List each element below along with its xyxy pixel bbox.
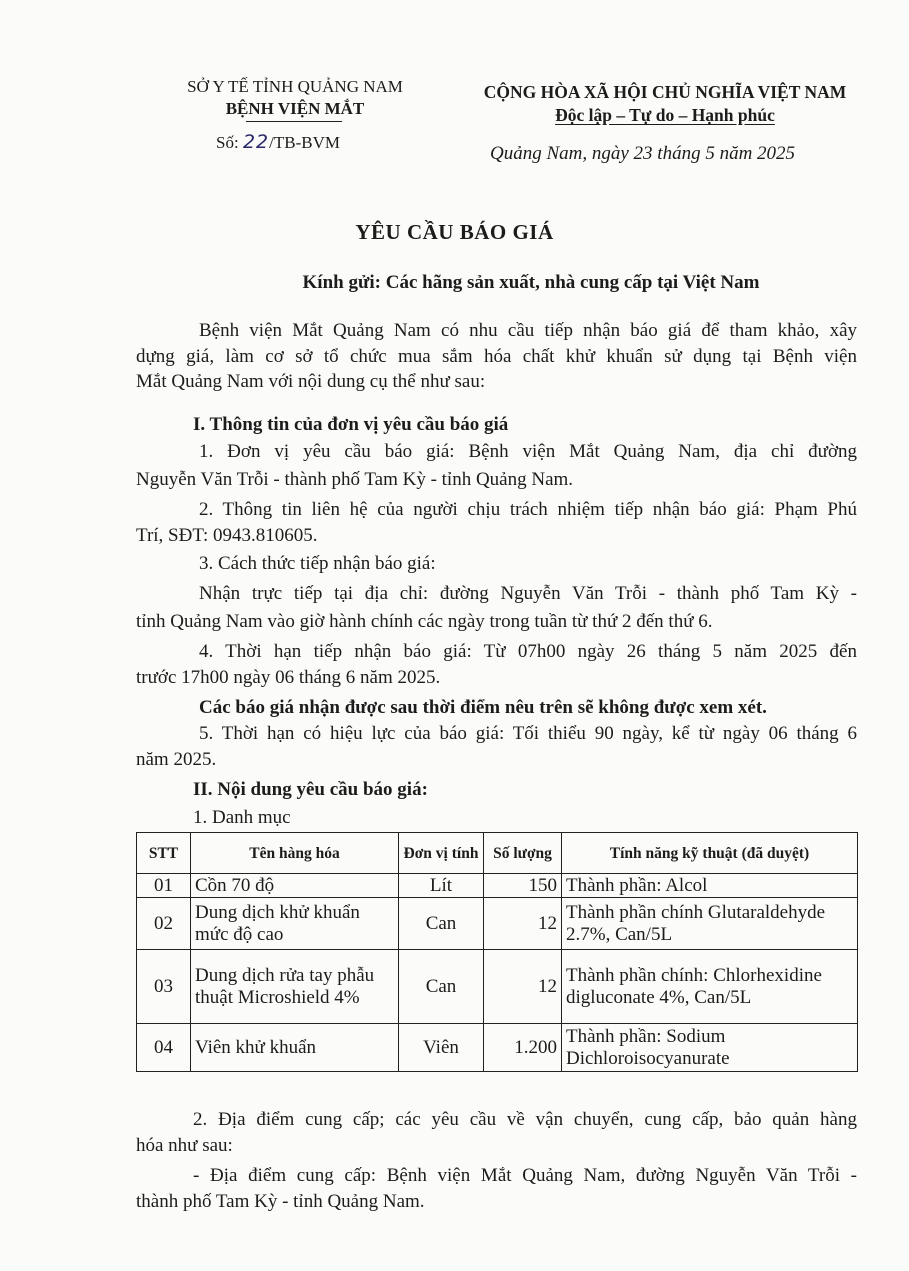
row-stt: 01 [137,874,191,898]
row-qty: 12 [484,950,562,1024]
col-name: Tên hàng hóa [191,833,399,874]
intro-line-1: Bệnh viện Mắt Quảng Nam có nhu cầu tiếp nhận báo giá để tham khảo, xây [199,320,857,341]
number-label: Số: [216,133,239,152]
s1-line-6: Nhận trực tiếp tại địa chỉ: đường Nguyễn Văn Trỗi - thành phố Tam Kỳ - [199,583,857,604]
header-country: CỘNG HÒA XÃ HỘI CHỦ NGHĨA VIỆT NAM [483,82,847,102]
table-row [137,950,858,1024]
document-title: YÊU CẦU BÁO GIÁ [355,220,554,244]
intro-line-2: dựng giá, làm cơ sở tổ chức mua sắm hóa chất khử khuẩn sử dụng tại Bệnh viện [136,346,857,367]
row-name: Viên khử khuẩn [191,1024,399,1072]
col-qty: Số lượng [484,833,562,874]
row-name: Dung dịch khử khuẩn mức độ cao [191,898,399,950]
row-unit: Lít [399,874,484,898]
items-table [136,832,858,1072]
row-stt: 04 [137,1024,191,1072]
header-unit: BỆNH VIỆN MẮT [225,99,365,118]
s1-line-5b: năm 2025. [136,749,217,770]
table-row [137,874,858,898]
document-number [216,131,340,153]
s1-line-2: Nguyễn Văn Trỗi - thành phố Tam Kỳ - tỉnh Quảng Nam. [136,469,574,490]
greeting: Kính gửi: Các hãng sản xuất, nhà cung cấp tại Việt Nam [302,272,760,293]
header-agency: SỞ Y TẾ TỈNH QUẢNG NAM [187,77,403,96]
row-stt: 03 [137,950,191,1024]
s2-line-2: hóa như sau: [136,1135,233,1156]
row-qty: 150 [484,874,562,898]
header-unit-underline [246,121,342,122]
table-row [137,1024,858,1072]
s1-line-4: Trí, SĐT: 0943.810605. [136,525,318,546]
row-unit: Can [399,950,484,1024]
section-1-heading: I. Thông tin của đơn vị yêu cầu báo giá [193,414,509,435]
s1-line-5a: 5. Thời hạn có hiệu lực của báo giá: Tối thiểu 90 ngày, kể từ ngày 06 tháng 6 [199,723,857,744]
row-name: Dung dịch rửa tay phẫu thuật Microshield 4% [191,950,399,1024]
col-unit: Đơn vị tính [399,833,484,874]
s1-line-1: 1. Đơn vị yêu cầu báo giá: Bệnh viện Mắt Quảng Nam, địa chỉ đường [199,441,857,462]
table-row [137,898,858,950]
s1-line-8: 4. Thời hạn tiếp nhận báo giá: Từ 07h00 ngày 26 tháng 5 năm 2025 đến [199,641,857,662]
header-motto: Độc lập – Tự do – Hạnh phúc [555,105,775,125]
intro-line-3: Mắt Quảng Nam với nội dung cụ thể như sau: [136,371,486,392]
row-unit: Viên [399,1024,484,1072]
row-spec: Thành phần chính Glutaraldehyde 2.7%, Can/5L [562,898,858,950]
number-value: 22 [242,131,270,153]
s1-line-7: tỉnh Quảng Nam vào giờ hành chính các ngày trong tuần từ thứ 2 đến thứ 6. [136,611,713,632]
place-date: Quảng Nam, ngày 23 tháng 5 năm 2025 [490,143,796,164]
col-stt: STT [137,833,191,874]
row-spec: Thành phần: Alcol [562,874,858,898]
row-name: Cồn 70 độ [191,874,399,898]
row-stt: 02 [137,898,191,950]
section-2-sub1: 1. Danh mục [193,807,291,828]
row-qty: 1.200 [484,1024,562,1072]
s2-line-3: - Địa điểm cung cấp: Bệnh viện Mắt Quảng Nam, đường Nguyễn Văn Trỗi - [193,1165,857,1186]
table-header-row [137,833,858,874]
section-2-heading: II. Nội dung yêu cầu báo giá: [193,779,428,800]
s1-line-5: 3. Cách thức tiếp nhận báo giá: [199,553,436,574]
number-suffix: /TB-BVM [269,133,340,152]
s2-line-1: 2. Địa điểm cung cấp; các yêu cầu về vận chuyển, cung cấp, bảo quản hàng [193,1109,857,1130]
row-spec: Thành phần: Sodium Dichloroisocyanurate [562,1024,858,1072]
s1-line-9: trước 17h00 ngày 06 tháng 6 năm 2025. [136,667,441,688]
s1-bold-note: Các báo giá nhận được sau thời điểm nêu trên sẽ không được xem xét. [199,697,767,718]
row-spec: Thành phần chính: Chlorhexidine digluconate 4%, Can/5L [562,950,858,1024]
s1-line-3: 2. Thông tin liên hệ của người chịu trách nhiệm tiếp nhận báo giá: Phạm Phú [199,499,857,520]
row-qty: 12 [484,898,562,950]
s2-line-4: thành phố Tam Kỳ - tỉnh Quảng Nam. [136,1191,425,1212]
row-unit: Can [399,898,484,950]
col-spec: Tính năng kỹ thuật (đã duyệt) [562,833,858,874]
